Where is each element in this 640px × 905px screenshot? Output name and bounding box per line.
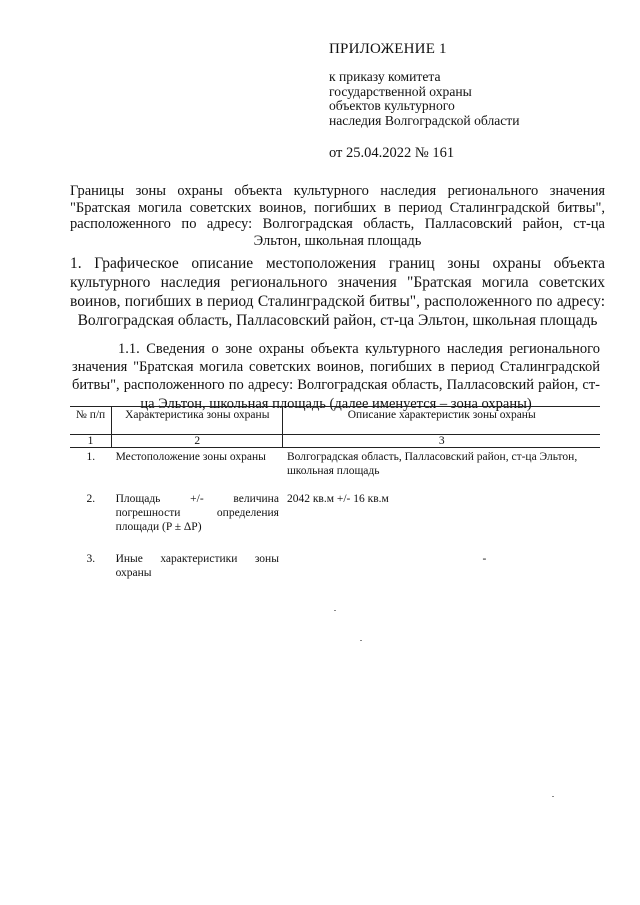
row-number: 1. — [86, 451, 96, 463]
row-characteristic: Площадь +/- величина погрешности определения площади (P ± ΔP) — [115, 493, 279, 533]
row-number: 3. — [86, 553, 96, 565]
column-number: 3 — [283, 435, 600, 448]
scan-speck — [334, 610, 336, 611]
header-characteristic: Характеристика зоны охраны — [112, 407, 283, 435]
row-description: 2042 кв.м +/- 16 кв.м — [286, 493, 389, 505]
annex-title: ПРИЛОЖЕНИЕ 1 — [329, 41, 447, 57]
annex-line: наследия Волгоградской области — [329, 112, 520, 128]
scan-speck — [552, 796, 554, 797]
row-description: Волгоградская область, Палласовский район, ст-ца Эльтон, школьная площадь — [286, 451, 578, 477]
zone-table — [70, 406, 600, 582]
row-number: 2. — [86, 493, 96, 505]
table-row — [70, 490, 600, 550]
row-characteristic: Иные характеристики зоны охраны — [115, 553, 279, 579]
row-description: - — [482, 553, 487, 565]
header-description: Описание характеристик зоны охраны — [283, 407, 600, 435]
header-number: № п/п — [70, 407, 112, 435]
document-title: Границы зоны охраны объекта культурного наследия регионального значения "Братская могила советских воинов, погибших в период Сталинградской битвы", расположенного по адресу: Волгоградская область, Палласовский район, ст-ца Эльтон, школьная площадь — [70, 183, 605, 249]
annex-date: от 25.04.2022 № 161 — [329, 145, 455, 161]
row-characteristic: Местоположение зоны охраны — [115, 451, 266, 463]
section-1: 1. Графическое описание местоположения границ зоны охраны объекта культурного наследия регионального значения "Братская могила советских воинов, погибших в период Сталинградской битвы", расположенного по адресу: Волгоградская область, Палласовский район, ст-ца Эльтон, школьная площадь — [70, 255, 605, 329]
table-number-row — [70, 435, 600, 448]
annex-line: государственной охраны — [329, 83, 472, 99]
annex-line: объектов культурного — [329, 98, 455, 113]
annex-header — [329, 40, 619, 177]
table-header-row — [70, 407, 600, 435]
column-number: 1 — [70, 435, 112, 448]
column-number: 2 — [112, 435, 283, 448]
annex-line: к приказу комитета — [329, 69, 441, 84]
table-row — [70, 448, 600, 491]
table-row — [70, 550, 600, 582]
subsection-1-1: 1.1. Сведения о зоне охраны объекта культурного наследия регионального значения "Братская могила советских воинов, погибших в период Сталинградской битвы", расположенного по адресу: Волгоградская область, Палласовский район, ст-ца Эльтон, школьная площадь (далее именуется – зона охраны) — [72, 341, 600, 412]
scan-speck — [360, 640, 362, 641]
